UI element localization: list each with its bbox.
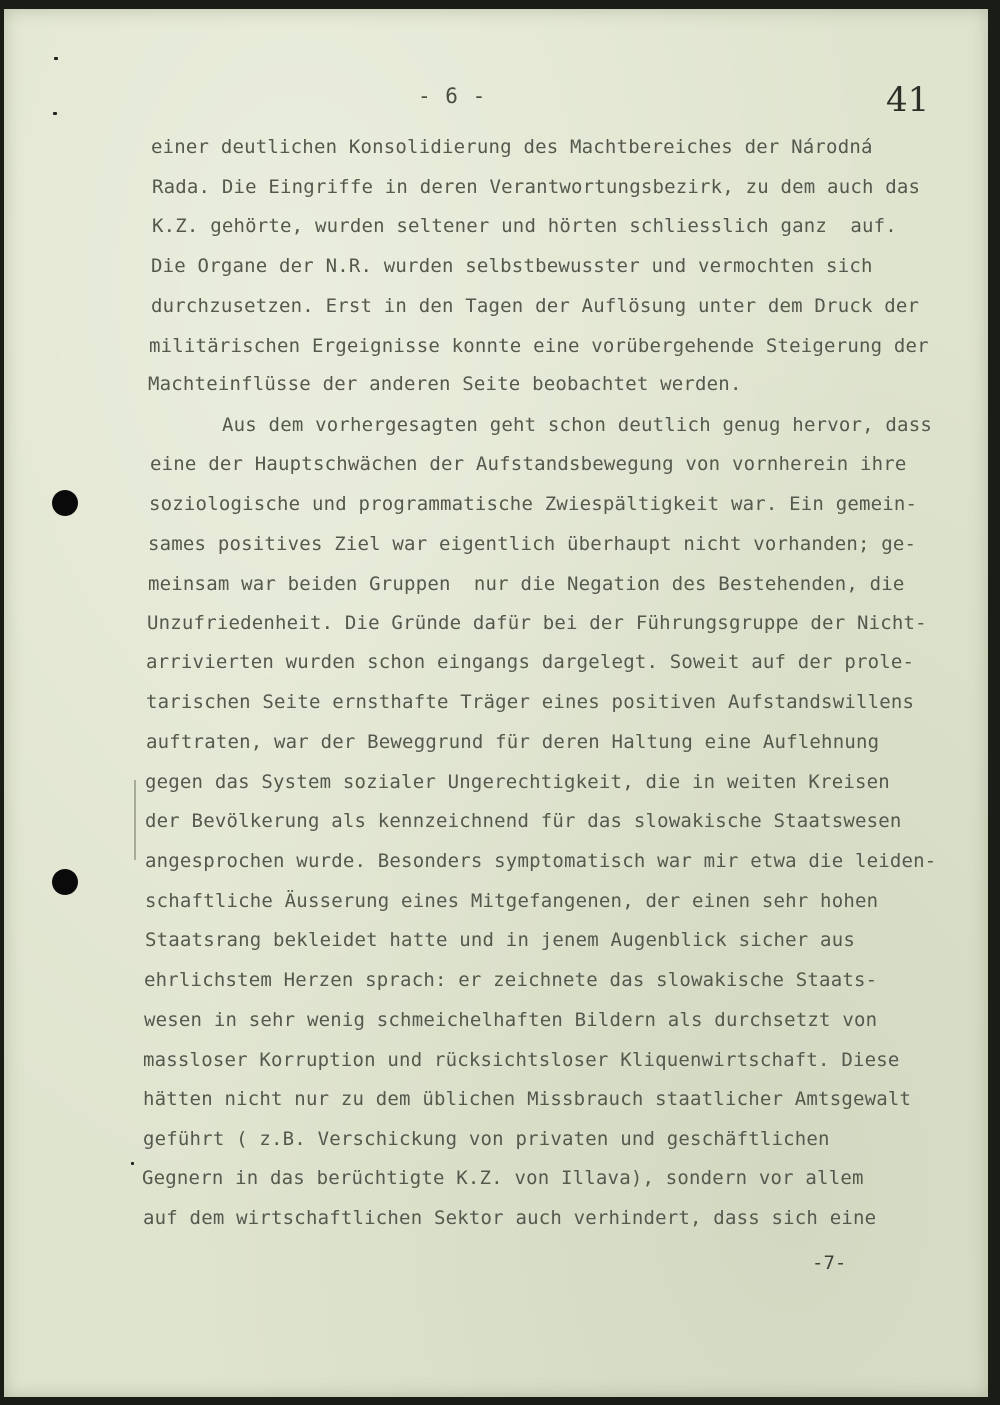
- continuation-marker: -7-: [812, 1252, 847, 1274]
- text-line: militärischen Ergeignisse konnte eine vorübergehende Steigerung der: [149, 335, 929, 357]
- text-line: tarischen Seite ernsthafte Träger eines positiven Aufstandswillens: [146, 691, 915, 713]
- text-line: hätten nicht nur zu dem üblichen Missbrauch staatlicher Amtsgewalt: [143, 1088, 912, 1110]
- text-line: massloser Korruption und rücksichtsloser Kliquenwirtschaft. Diese: [143, 1049, 900, 1071]
- text-line: Machteinflüsse der anderen Seite beobachtet werden.: [148, 373, 742, 395]
- text-line: schaftliche Äusserung eines Mitgefangenen, der einen sehr hohen: [145, 890, 879, 912]
- text-line: geführt ( z.B. Verschickung von privaten und geschäftlichen: [143, 1128, 830, 1150]
- text-line: Unzufriedenheit. Die Gründe dafür bei der Führungsgruppe der Nicht-: [147, 612, 927, 634]
- text-line: gegen das System sozialer Ungerechtigkeit, die in weiten Kreisen: [145, 771, 890, 793]
- text-line: einer deutlichen Konsolidierung des Machtbereiches der Národná: [151, 136, 873, 158]
- text-line: angesprochen wurde. Besonders symptomatisch war mir etwa die leiden-: [145, 850, 937, 872]
- text-line: Gegnern in das berüchtigte K.Z. von Illava), sondern vor allem: [142, 1167, 864, 1189]
- text-line: durchzusetzen. Erst in den Tagen der Auflösung unter dem Druck der: [151, 295, 920, 317]
- text-line: arrivierten wurden schon eingangs dargelegt. Soweit auf der prole-: [146, 651, 915, 673]
- text-line: Aus dem vorhergesagten geht schon deutlich genug hervor, dass: [222, 414, 932, 436]
- text-line: meinsam war beiden Gruppen nur die Negation des Bestehenden, die: [148, 573, 905, 595]
- text-line: Die Organe der N.R. wurden selbstbewusster und vermochten sich: [151, 255, 873, 277]
- text-line: soziologische und programmatische Zwiespältigkeit war. Ein gemein-: [149, 493, 918, 515]
- text-line: K.Z. gehörte, wurden seltener und hörten schliesslich ganz auf.: [152, 215, 897, 237]
- text-line: Rada. Die Eingriffe in deren Verantwortungsbezirk, zu dem auch das: [152, 176, 921, 198]
- text-line: wesen in sehr wenig schmeichelhaften Bildern als durchsetzt von: [144, 1009, 878, 1031]
- text-line: auf dem wirtschaftlichen Sektor auch verhindert, dass sich eine: [143, 1207, 877, 1229]
- text-line: ehrlichstem Herzen sprach: er zeichnete das slowakische Staats-: [144, 969, 878, 991]
- text-line: Staatsrang bekleidet hatte und in jenem Augenblick sicher aus: [145, 929, 855, 951]
- page-number-header: - 6 -: [418, 84, 487, 108]
- text-line: sames positives Ziel war eigentlich überhaupt nicht vorhanden; ge-: [148, 533, 917, 555]
- text-line: der Bevölkerung als kennzeichnend für das slowakische Staatswesen: [145, 810, 902, 832]
- text-line: auftraten, war der Beweggrund für deren Haltung eine Auflehnung: [146, 731, 880, 753]
- text-line: eine der Hauptschwächen der Aufstandsbewegung von vornherein ihre: [150, 453, 907, 475]
- folio-number: 41: [886, 80, 930, 120]
